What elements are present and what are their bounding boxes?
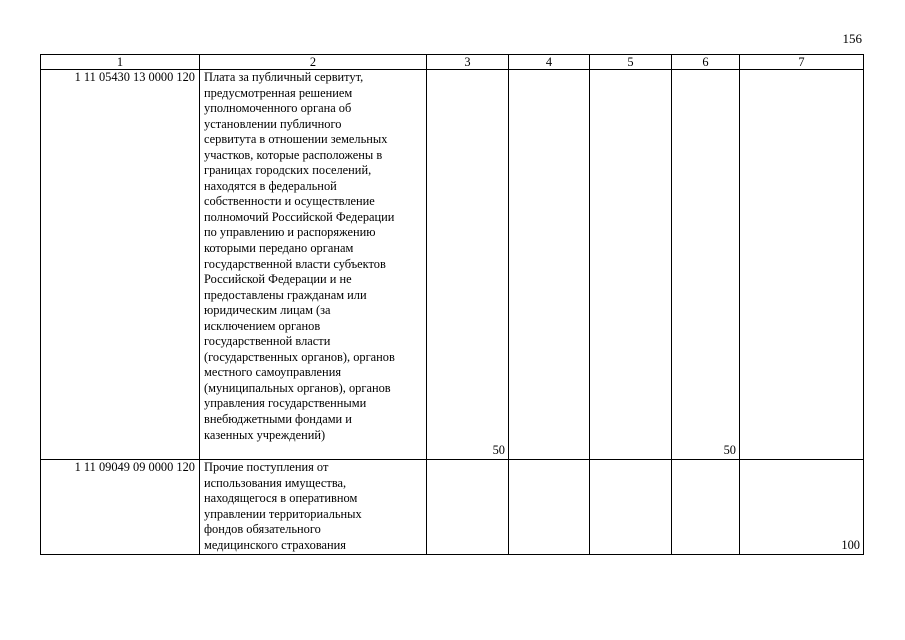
budget-code-cell: 1 11 09049 09 0000 120	[41, 460, 200, 555]
table-header-row	[41, 55, 864, 70]
column-header: 1	[41, 55, 200, 70]
value-cell-col6: 50	[672, 70, 740, 460]
description-line: (государственных органов), органов	[204, 349, 395, 364]
description-cell	[200, 70, 427, 460]
column-header: 6	[672, 55, 740, 70]
description-line: сервитута в отношении земельных	[204, 132, 388, 147]
description-line: предоставлены гражданам или	[204, 287, 367, 302]
description-line: Прочие поступления от	[204, 460, 329, 474]
column-header: 3	[427, 55, 509, 70]
description-line: предусмотренная решением	[204, 85, 353, 100]
table-row	[41, 460, 864, 555]
description-line: исключением органов	[204, 318, 321, 333]
description-line: медицинского страхования	[204, 537, 346, 552]
value-cell-col6	[672, 460, 740, 555]
column-header: 4	[509, 55, 590, 70]
value-cell-col5	[590, 70, 672, 460]
page-number: 156	[842, 31, 862, 46]
description-line: управления государственными	[204, 396, 367, 411]
column-header: 7	[740, 55, 864, 70]
value-cell-col4	[509, 70, 590, 460]
value-cell-col5	[590, 460, 672, 555]
value-cell-col3	[427, 460, 509, 555]
description-line: государственной власти	[204, 334, 331, 349]
budget-table	[40, 54, 864, 555]
description-line: находящегося в оперативном	[204, 491, 358, 506]
description-line: Плата за публичный сервитут,	[204, 70, 364, 84]
description-line: внебюджетными фондами и	[204, 412, 352, 427]
description-line: Российской Федерации и не	[204, 272, 352, 287]
description-line: юридическим лицам (за	[204, 303, 331, 318]
description-line: использования имущества,	[204, 475, 347, 490]
column-header: 2	[200, 55, 427, 70]
value-cell-col4	[509, 460, 590, 555]
description-line: управлении территориальных	[204, 506, 362, 521]
description-line: находятся в федеральной	[204, 178, 337, 193]
description-line: границах городских поселений,	[204, 163, 372, 178]
description-line: которыми передано органам	[204, 241, 354, 256]
value-cell-col3: 50	[427, 70, 509, 460]
description-line: по управлению и распоряжению	[204, 225, 376, 240]
description-line: собственности и осуществление	[204, 194, 375, 209]
description-line: казенных учреждений)	[204, 427, 326, 442]
value-cell-col7	[740, 70, 864, 460]
description-line: уполномоченного органа об	[204, 101, 352, 116]
description-line: фондов обязательного	[204, 522, 321, 537]
description-line: государственной власти субъектов	[204, 256, 386, 271]
table-row	[41, 70, 864, 460]
budget-code-cell: 1 11 05430 13 0000 120	[41, 70, 200, 460]
description-line: участков, которые расположены в	[204, 147, 383, 162]
description-cell	[200, 460, 427, 555]
description-line: установлении публичного	[204, 116, 342, 131]
description-line: полномочий Российской Федерации	[204, 209, 395, 224]
column-header: 5	[590, 55, 672, 70]
value-cell-col7: 100	[740, 460, 864, 555]
description-line: (муниципальных органов), органов	[204, 380, 391, 395]
description-line: местного самоуправления	[204, 365, 342, 380]
